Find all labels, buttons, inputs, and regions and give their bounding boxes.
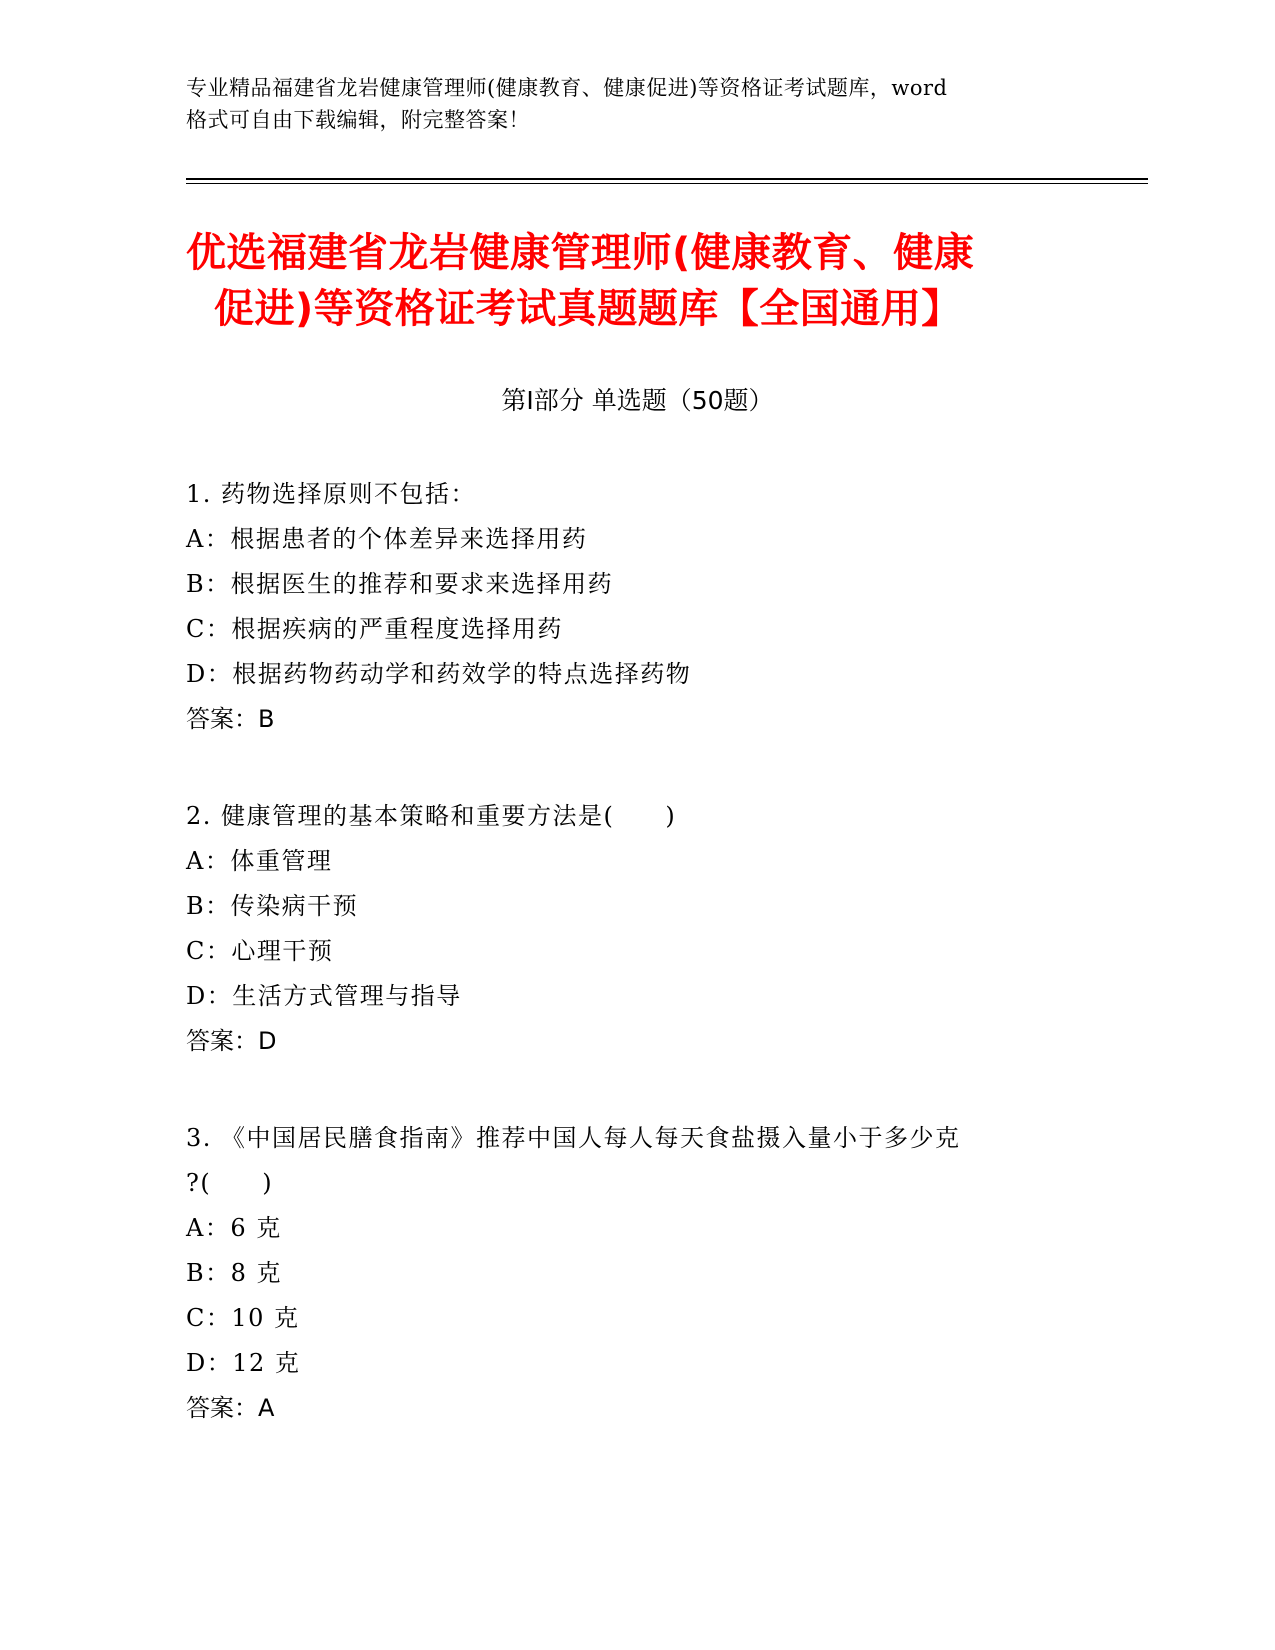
option-b: B：根据医生的推荐和要求来选择用药	[186, 570, 614, 598]
option-a: A：根据患者的个体差异来选择用药	[186, 525, 588, 553]
option-d: D：生活方式管理与指导	[186, 982, 462, 1010]
document-title-line-1: 优选福建省龙岩健康管理师(健康教育、健康	[186, 230, 975, 276]
option-c: C：心理干预	[186, 937, 334, 965]
question-list	[186, 472, 1086, 1483]
question-stem: 3. 《中国居民膳食指南》推荐中国人每人每天食盐摄入量小于多少克	[186, 1124, 961, 1152]
header-note-line-2: 格式可自由下载编辑，附完整答案！	[186, 108, 530, 132]
answer-key: 答案：A	[186, 1394, 275, 1422]
option-c: C：10 克	[186, 1304, 300, 1332]
question-stem: 2. 健康管理的基本策略和重要方法是( )	[186, 802, 677, 830]
header-divider-thin	[186, 183, 1148, 184]
option-b: B：传染病干预	[186, 892, 359, 920]
document-title-line-2: 促进)等资格证考试真题题库【全国通用】	[214, 286, 962, 332]
option-d: D：12 克	[186, 1349, 301, 1377]
question-3	[186, 1116, 1086, 1431]
option-a: A：体重管理	[186, 847, 333, 875]
section-heading: 第Ⅰ部分 单选题（50题）	[501, 386, 774, 415]
question-2	[186, 794, 1086, 1064]
question-stem-continued: ?( )	[186, 1169, 274, 1197]
question-stem: 1. 药物选择原则不包括：	[186, 480, 477, 508]
header-divider-thick	[186, 178, 1148, 180]
option-c: C：根据疾病的严重程度选择用药	[186, 615, 563, 643]
answer-key: 答案：D	[186, 1027, 277, 1055]
option-b: B：8 克	[186, 1259, 283, 1287]
answer-key: 答案：B	[186, 705, 275, 733]
header-note	[186, 72, 1086, 136]
document-title	[186, 225, 1086, 337]
header-note-line-1: 专业精品福建省龙岩健康管理师(健康教育、健康促进)等资格证考试题库，word	[186, 76, 948, 100]
option-d: D：根据药物药动学和药效学的特点选择药物	[186, 660, 692, 688]
option-a: A：6 克	[186, 1214, 282, 1242]
question-1	[186, 472, 1086, 742]
